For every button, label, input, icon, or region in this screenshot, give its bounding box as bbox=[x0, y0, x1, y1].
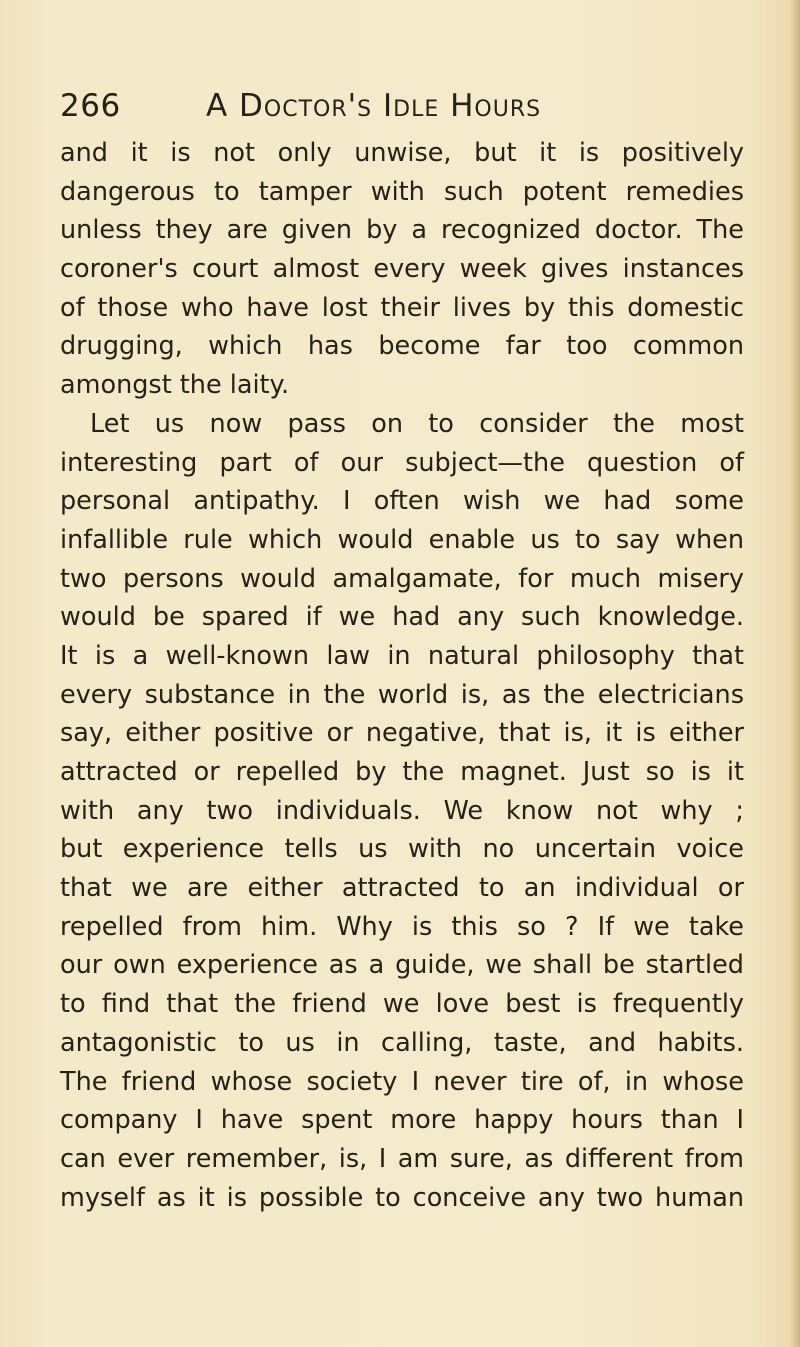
text-line: two persons would amalgamate, for much misery bbox=[60, 563, 744, 594]
text-line: It is a well-known law in natural philosophy that bbox=[60, 640, 744, 671]
text-line: can ever remember, is, I am sure, as different from bbox=[60, 1143, 744, 1174]
text-line: to find that the friend we love best is frequently bbox=[60, 989, 744, 1020]
text-line: repelled from him. Why is this so ? If we take bbox=[60, 911, 744, 942]
text-line: dangerous to tamper with such potent remedies bbox=[60, 176, 744, 207]
text-line: and it is not only unwise, but it is positively bbox=[60, 138, 744, 168]
text-line: every substance in the world is, as the electricians bbox=[60, 679, 744, 710]
text-line: attracted or repelled by the magnet. Just so is it bbox=[60, 757, 744, 787]
text-line: amongst the laity. bbox=[60, 370, 290, 401]
book-title: A Doctor's Idle Hours bbox=[206, 88, 542, 124]
page-edge-shadow bbox=[790, 0, 800, 1347]
text-line: with any two individuals. We know not why ; bbox=[60, 795, 744, 826]
text-line: myself as it is possible to conceive any two human bbox=[60, 1182, 744, 1213]
text-line: personal antipathy. I often wish we had some bbox=[60, 486, 744, 517]
text-line: coroner's court almost every week gives instances bbox=[60, 254, 744, 285]
text-line: but experience tells us with no uncertain voice bbox=[60, 834, 744, 865]
page-number: 266 bbox=[60, 88, 121, 124]
paragraph-start-line: Let us now pass on to consider the most bbox=[90, 408, 744, 439]
text-line: our own experience as a guide, we shall be startled bbox=[60, 950, 744, 981]
text-line: interesting part of our subject—the question of bbox=[60, 447, 744, 478]
body-text bbox=[60, 134, 744, 1217]
text-line: company I have spent more happy hours than I bbox=[60, 1105, 744, 1136]
text-line: The friend whose society I never tire of, in whose bbox=[60, 1066, 744, 1097]
text-line: of those who have lost their lives by this domestic bbox=[60, 292, 744, 323]
text-line: that we are either attracted to an individual or bbox=[60, 873, 744, 904]
text-line: unless they are given by a recognized doctor. The bbox=[60, 215, 744, 246]
text-line: drugging, which has become far too common bbox=[60, 331, 744, 362]
running-head bbox=[60, 88, 740, 128]
text-line: infallible rule which would enable us to say when bbox=[60, 524, 744, 555]
text-line: say, either positive or negative, that is, it is either bbox=[60, 718, 744, 749]
text-line: antagonistic to us in calling, taste, and habits. bbox=[60, 1027, 744, 1058]
text-line: would be spared if we had any such knowledge. bbox=[60, 602, 744, 633]
